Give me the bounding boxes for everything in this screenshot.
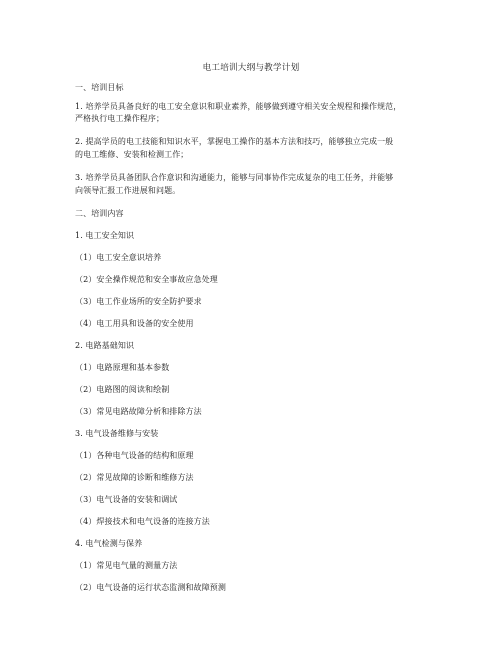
goal-2-line-2: 的电工维修、安装和检测工作； — [75, 150, 189, 159]
goal-2-line-1: 2. 提高学员的电工技能和知识水平，掌握电工操作的基本方法和技巧，能够独立完成一般 — [75, 137, 394, 146]
topic-3-heading: 3. 电气设备维修与安装 — [75, 429, 159, 438]
topic-1-item-4: （4）电工用具和设备的安全使用 — [75, 319, 194, 328]
topic-3-item-3: （3）电气设备的安装和调试 — [75, 495, 178, 504]
section-heading-goals: 一、培训目标 — [75, 83, 124, 92]
section-heading-content: 二、培训内容 — [75, 209, 124, 218]
topic-4-heading: 4. 电气检测与保养 — [75, 539, 143, 548]
topic-4-item-2: （2）电气设备的运行状态监测和故障预测 — [75, 583, 226, 592]
topic-3-item-2: （2）常见故障的诊断和维修方法 — [75, 473, 194, 482]
goal-1-line-1: 1. 培养学员具备良好的电工安全意识和职业素养，能够做到遵守相关安全规程和操作规范， — [75, 102, 402, 111]
document-title: 电工培训大纲与教学计划 — [202, 63, 300, 73]
topic-4-item-1: （1）常见电气量的测量方法 — [75, 561, 178, 570]
topic-2-item-1: （1）电路原理和基本参数 — [75, 363, 170, 372]
topic-3-item-1: （1）各种电气设备的结构和原理 — [75, 451, 194, 460]
topic-1-item-2: （2）安全操作规范和安全事故应急处理 — [75, 275, 218, 284]
goal-1-line-2: 严格执行电工操作程序； — [75, 114, 165, 123]
topic-1-item-3: （3）电工作业场所的安全防护要求 — [75, 297, 202, 306]
topic-2-item-2: （2）电路图的阅读和绘制 — [75, 385, 170, 394]
topic-1-heading: 1. 电工安全知识 — [75, 231, 135, 240]
topic-2-item-3: （3）常见电路故障分析和排除方法 — [75, 407, 202, 416]
topic-2-heading: 2. 电路基础知识 — [75, 341, 135, 350]
goal-3-line-1: 3. 培养学员具备团队合作意识和沟通能力，能够与同事协作完成复杂的电工任务，并能够 — [75, 173, 394, 182]
goal-3-line-2: 向领导汇报工作进展和问题。 — [75, 186, 181, 195]
topic-3-item-4: （4）焊接技术和电气设备的连接方法 — [75, 517, 210, 526]
topic-1-item-1: （1）电工安全意识培养 — [75, 253, 162, 262]
